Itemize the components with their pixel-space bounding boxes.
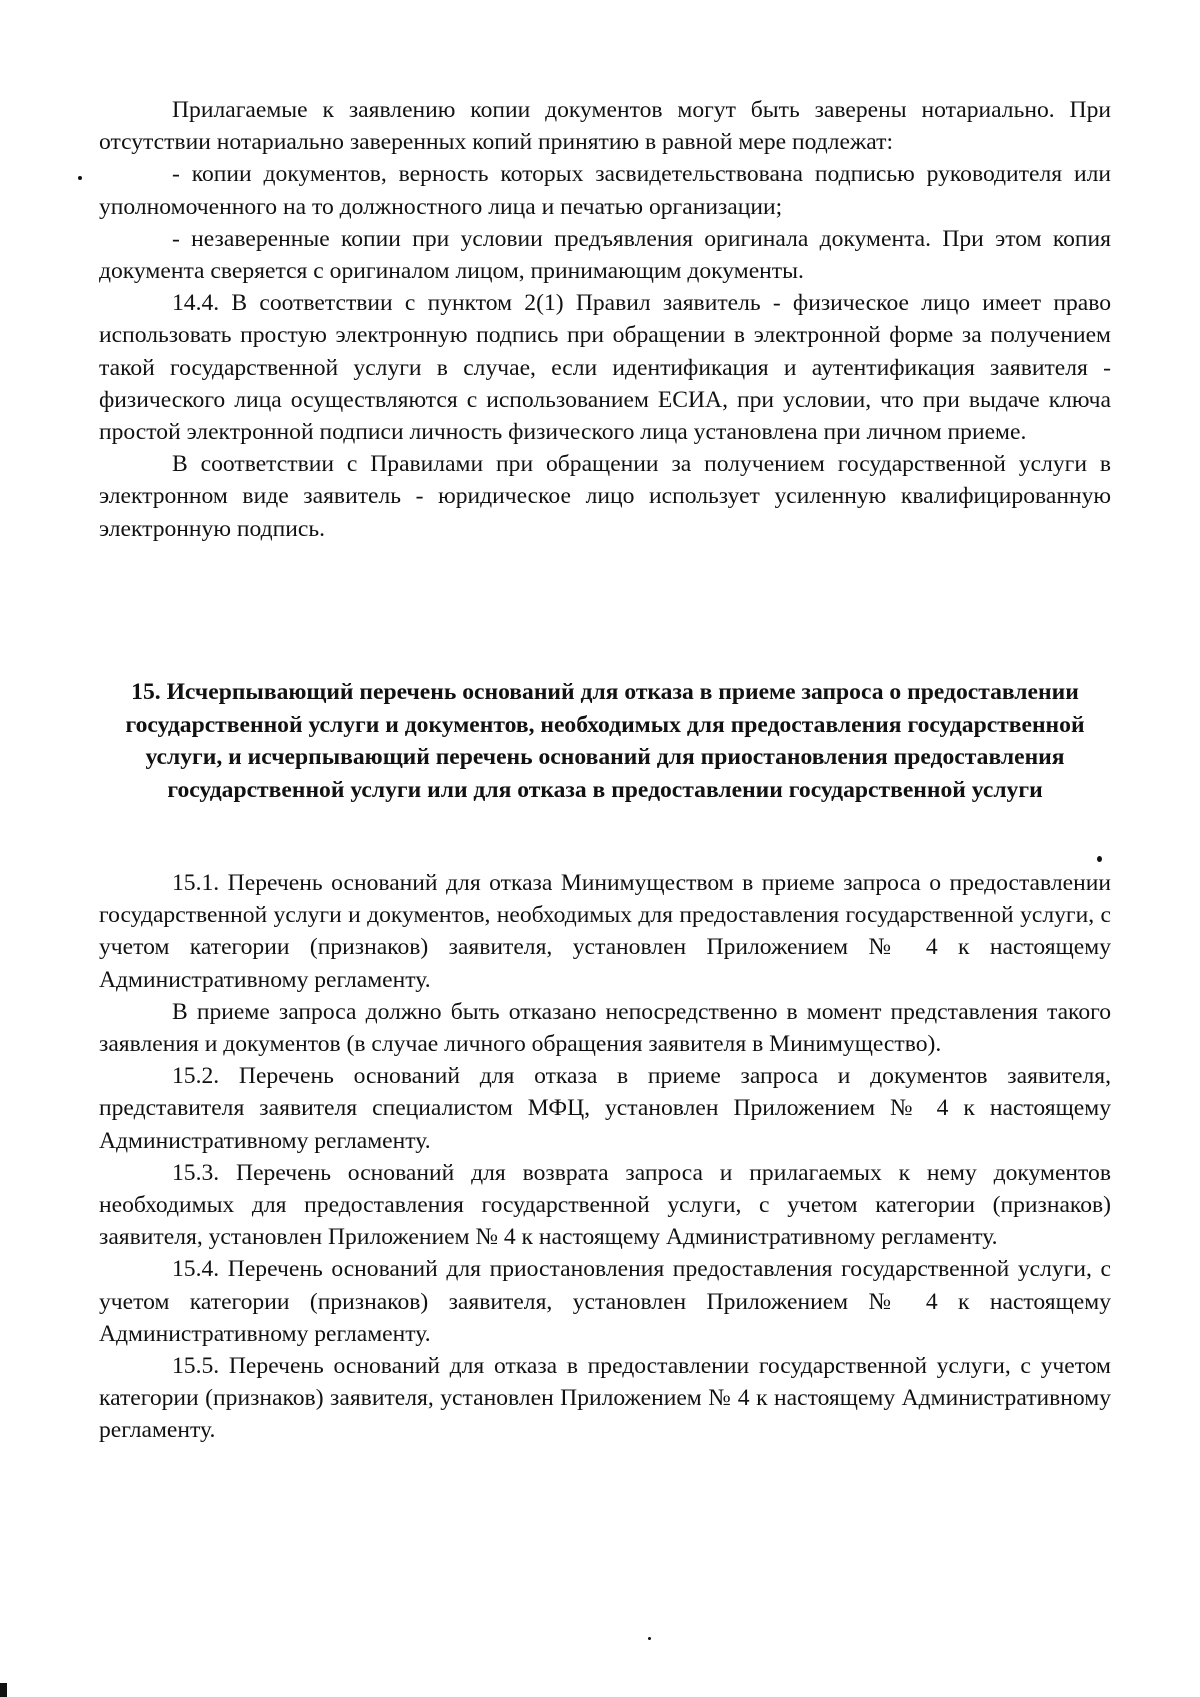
list-item-uncertified-copies: - незаверенные копии при условии предъявления оригинала документа. При этом копия документа сверяется с оригиналом лицом, принимающим документы. (99, 225, 1111, 285)
paragraph-15-3: 15.3. Перечень оснований для возврата запроса и прилагаемых к нему документов необходимых для предоставления государственной услуги, с учетом категории (признаков) заявителя, установлен Приложением № 4 к настоящему Административному регламенту. (99, 1159, 1111, 1251)
paragraph-attached-copies: Прилагаемые к заявлению копии документов могут быть заверены нотариально. При отсутствии нотариально заверенных копий принятию в равной мере подлежат: (99, 97, 1111, 156)
section-15-heading: 15. Исчерпывающий перечень оснований для отказа в приеме запроса о предоставлении государственной услуги и документов, необходимых для предоставления государственной услуги, и исчерпывающий перечень оснований для приостановления предоставления государственной услуги или для отказа в предоставлении государственной услуги (125, 679, 1085, 803)
list-item-certified-copies: - копии документов, верность которых засвидетельствована подписью руководителя или уполномоченного на то должностного лица и печатью организации; (99, 161, 1111, 220)
paragraph-refusal-at-submission: В приеме запроса должно быть отказано непосредственно в момент представления такого заявления и документов (в случае личного обращения заявителя в Минимущество). (99, 998, 1111, 1058)
scan-speck-left (78, 176, 82, 180)
scan-speck-right (1097, 856, 1102, 862)
paragraph-15-5: 15.5. Перечень оснований для отказа в предоставлении государственной услуги, с учетом категории (признаков) заявителя, установлен Приложением № 4 к настоящему Административному регламенту. (99, 1353, 1111, 1444)
paragraph-15-2: 15.2. Перечень оснований для отказа в приеме запроса и документов заявителя, представителя заявителя специалистом МФЦ, установлен Приложением № 4 к настоящему Административному регламенту. (99, 1063, 1111, 1154)
paragraph-15-1: 15.1. Перечень оснований для отказа Минимуществом в приеме запроса о предоставлении государственной услуги и документов, необходимых для предоставления государственной услуги, с учетом категории (признаков) заявителя, установлен Приложением № 4 к настоящему Административному регламенту. (99, 870, 1111, 993)
scan-edge-mark (0, 1683, 7, 1697)
scan-speck-bottom (648, 1637, 651, 1640)
body-text-bottom (99, 867, 1111, 1447)
paragraph-15-4: 15.4. Перечень оснований для приостановления предоставления государственной услуги, с учетом категории (признаков) заявителя, установлен Приложением № 4 к настоящему Административному регламенту. (99, 1256, 1111, 1347)
paragraph-legal-entity-signature: В соответствии с Правилами при обращении за получением государственной услуги в электронном виде заявитель - юридическое лицо использует усиленную квалифицированную электронную подпись. (99, 451, 1111, 542)
paragraph-14-4: 14.4. В соответствии с пунктом 2(1) Правил заявитель - физическое лицо имеет право использовать простую электронную подпись при обращении в электронной форме за получением такой государственной услуги в случае, если идентификация и аутентификация заявителя - физического лица осуществляются с использованием ЕСИА, при условии, что при выдаче ключа простой электронной подписи личность физического лица установлена при личном приеме. (99, 290, 1111, 446)
body-text-top (99, 94, 1111, 545)
